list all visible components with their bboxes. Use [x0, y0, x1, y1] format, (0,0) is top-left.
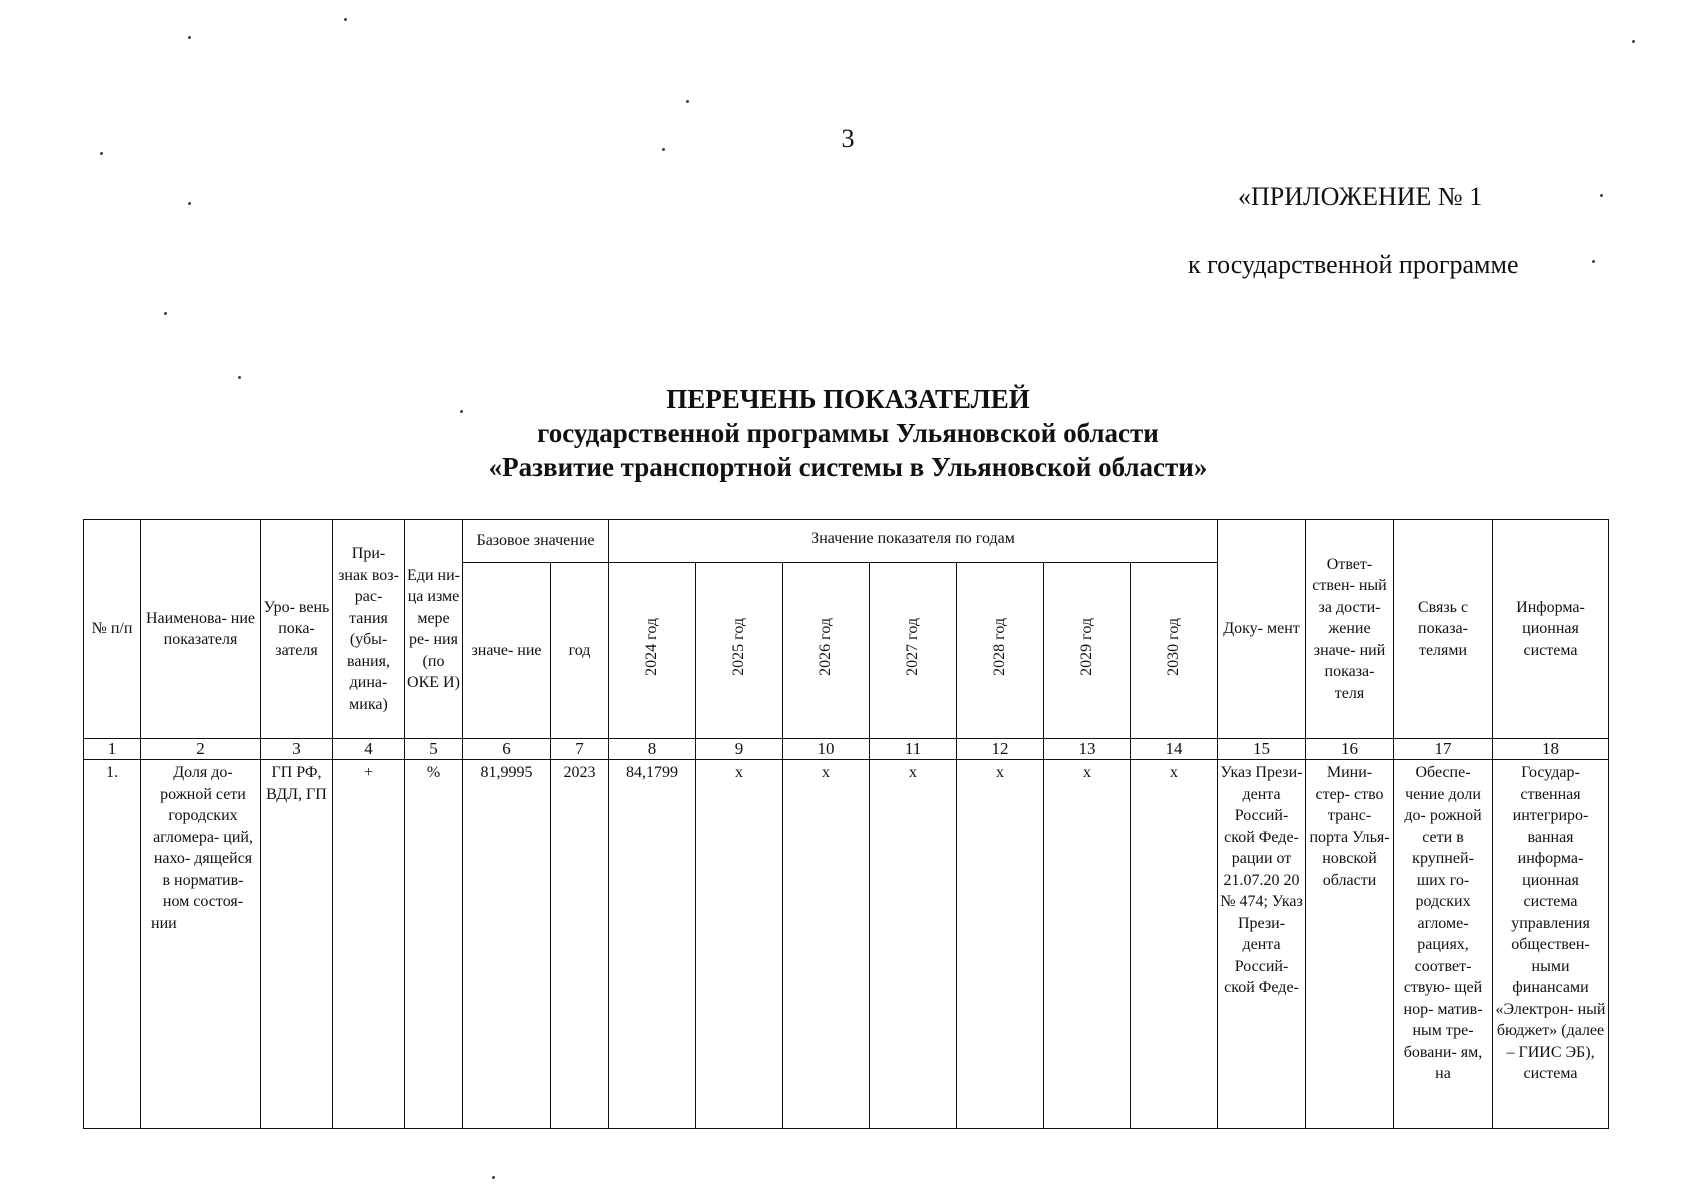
column-number: 15 [1218, 739, 1306, 760]
header-base: Базовое значение [463, 520, 609, 563]
header-year-2026: 2026 год [783, 563, 870, 739]
column-number: 3 [261, 739, 333, 760]
scan-speck [188, 202, 191, 205]
column-number-row [84, 739, 1609, 760]
header-year-2027: 2027 год [870, 563, 957, 739]
column-number: 7 [551, 739, 609, 760]
cell-base-value: 81,9995 [463, 760, 551, 1129]
column-number: 6 [463, 739, 551, 760]
appendix-title: «ПРИЛОЖЕНИЕ № 1 [1238, 182, 1483, 211]
column-number: 16 [1306, 739, 1394, 760]
header-sign: При- знак воз- рас- тания (убы- вания, дина- мика) [333, 520, 405, 739]
header-num: № п/п [84, 520, 141, 739]
scan-speck [238, 376, 241, 379]
scan-speck [1632, 40, 1635, 43]
document-title [0, 382, 1696, 484]
cell-sign: + [333, 760, 405, 1129]
scan-speck [492, 1176, 495, 1179]
table-row [84, 760, 1609, 1129]
cell-base-year: 2023 [551, 760, 609, 1129]
header-year-2028: 2028 год [957, 563, 1044, 739]
title-line-2: государственной программы Ульяновской области [537, 418, 1159, 448]
scan-speck [662, 148, 665, 151]
header-name: Наименова- ние показателя [141, 520, 261, 739]
cell-name: Доля до- рожной сети городских агломера- ций, нахо- дящейся в норматив- ном состоя- нии [141, 760, 261, 1129]
header-responsible: Ответ- ствен- ный за дости- жение значе- ний показа- теля [1306, 520, 1394, 739]
header-years-group: Значение показателя по годам [609, 520, 1218, 563]
column-number: 17 [1394, 739, 1493, 760]
column-number: 14 [1131, 739, 1218, 760]
cell-info-system: Государ- ственная интегриро- ванная информа- ционная система управления обществен- ными финансами «Электрон- ный бюджет» (далее – ГИИС ЭБ), система [1493, 760, 1609, 1129]
header-year-2025: 2025 год [696, 563, 783, 739]
appendix-subtitle: к государственной программе [1188, 250, 1519, 279]
title-line-3: «Развитие транспортной системы в Ульяновской области» [488, 452, 1208, 482]
header-base-value: значе- ние [463, 563, 551, 739]
scan-speck [100, 152, 103, 155]
column-number: 2 [141, 739, 261, 760]
cell-2026: x [783, 760, 870, 1129]
header-document: Доку- мент [1218, 520, 1306, 739]
page-number: 3 [841, 124, 855, 153]
header-level: Уро- вень пока- зателя [261, 520, 333, 739]
header-year-2030: 2030 год [1131, 563, 1218, 739]
column-number: 13 [1044, 739, 1131, 760]
cell-level: ГП РФ, ВДЛ, ГП [261, 760, 333, 1129]
cell-2028: x [957, 760, 1044, 1129]
header-year-2024: 2024 год [609, 563, 696, 739]
header-info-system: Информа- ционная система [1493, 520, 1609, 739]
scan-speck [188, 36, 191, 39]
scan-speck [164, 312, 167, 315]
column-number: 5 [405, 739, 463, 760]
cell-document: Указ Прези- дента Россий- ской Феде- рации от 21.07.20 20 № 474; Указ Прези- дента Россий- ской Феде- [1218, 760, 1306, 1129]
cell-2024: 84,1799 [609, 760, 696, 1129]
column-number: 8 [609, 739, 696, 760]
title-line-1: ПЕРЕЧЕНЬ ПОКАЗАТЕЛЕЙ [666, 384, 1030, 414]
cell-unit: % [405, 760, 463, 1129]
header-year-2029: 2029 год [1044, 563, 1131, 739]
scan-speck [1600, 194, 1603, 197]
scan-speck [1592, 260, 1595, 263]
column-number: 9 [696, 739, 783, 760]
column-number: 1 [84, 739, 141, 760]
cell-2025: x [696, 760, 783, 1129]
cell-2030: x [1131, 760, 1218, 1129]
header-base-year: год [551, 563, 609, 739]
column-number: 18 [1493, 739, 1609, 760]
column-number: 10 [783, 739, 870, 760]
cell-2029: x [1044, 760, 1131, 1129]
scan-speck [460, 410, 463, 413]
indicators-table [83, 519, 1609, 1129]
cell-num: 1. [84, 760, 141, 1129]
scan-speck [344, 18, 347, 21]
column-number: 12 [957, 739, 1044, 760]
column-number: 4 [333, 739, 405, 760]
cell-2027: x [870, 760, 957, 1129]
scan-speck [686, 100, 689, 103]
header-link: Связь с показа- телями [1394, 520, 1493, 739]
cell-link: Обеспе- чение доли до- рожной сети в крупней- ших го- родских агломе- рациях, соответ- ствую- щей нор- матив- ным тре- бовани- ям, на [1394, 760, 1493, 1129]
cell-responsible: Мини- стер- ство транс- порта Улья- новской области [1306, 760, 1394, 1129]
column-number: 11 [870, 739, 957, 760]
header-unit: Еди ни- ца изме мере ре- ния (по ОКЕ И) [405, 520, 463, 739]
